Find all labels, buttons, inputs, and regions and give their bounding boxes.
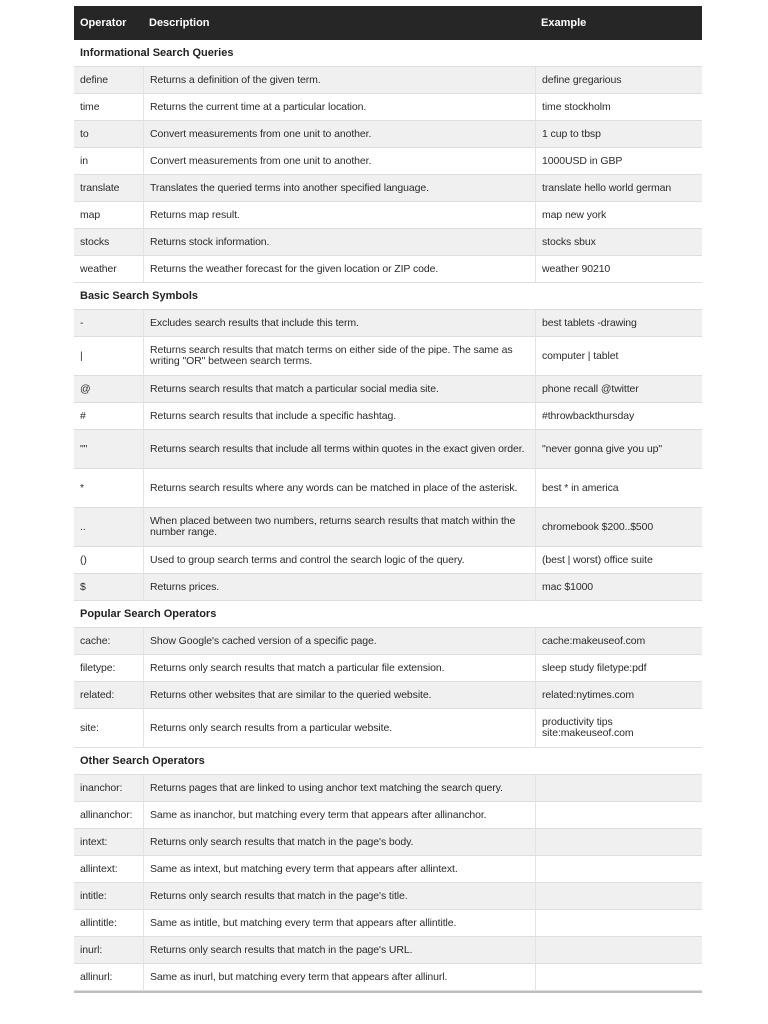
operator-cell: site: [74,709,143,748]
table-row [74,94,702,121]
table-row [74,202,702,229]
example-cell: best tablets -drawing [535,310,702,337]
description-cell: Returns search results where any words can be matched in place of the asterisk. [143,469,535,508]
operator-cell: @ [74,376,143,403]
table-row [74,829,702,856]
table-row [74,883,702,910]
operator-cell: () [74,547,143,574]
section-header: Basic Search Symbols [74,283,702,310]
operator-cell: intitle: [74,883,143,910]
example-cell: chromebook $200..$500 [535,508,702,547]
table-row [74,802,702,829]
table-row [74,775,702,802]
example-cell: define gregarious [535,67,702,94]
table-body [74,40,702,991]
description-cell: Returns stock information. [143,229,535,256]
operator-cell: stocks [74,229,143,256]
table-row [74,175,702,202]
operator-cell: * [74,469,143,508]
description-cell: Returns only search results from a particular website. [143,709,535,748]
example-cell: "never gonna give you up" [535,430,702,469]
description-cell: Returns only search results that match in the page's title. [143,883,535,910]
example-cell: 1000USD in GBP [535,148,702,175]
example-cell: productivity tips site:makeuseof.com [535,709,702,748]
operator-cell: inanchor: [74,775,143,802]
table-row [74,430,702,469]
section-header: Popular Search Operators [74,601,702,628]
table-row [74,403,702,430]
table-row [74,148,702,175]
description-cell: Excludes search results that include this term. [143,310,535,337]
example-cell: (best | worst) office suite [535,547,702,574]
description-cell: Same as inanchor, but matching every term that appears after allinanchor. [143,802,535,829]
operator-cell: weather [74,256,143,283]
description-cell: When placed between two numbers, returns search results that match within the number range. [143,508,535,547]
table-row [74,256,702,283]
example-cell [535,964,702,991]
bottom-rule [74,991,702,993]
example-cell: weather 90210 [535,256,702,283]
search-operators-table [74,6,702,993]
example-cell: best * in america [535,469,702,508]
table-row [74,709,702,748]
operator-cell: translate [74,175,143,202]
table-row [74,910,702,937]
description-cell: Returns search results that include all terms within quotes in the exact given order. [143,430,535,469]
example-cell [535,829,702,856]
example-cell [535,775,702,802]
operator-cell: cache: [74,628,143,655]
section-header: Other Search Operators [74,748,702,775]
operator-cell: related: [74,682,143,709]
operator-cell: intext: [74,829,143,856]
operator-cell: allinanchor: [74,802,143,829]
operator-cell: time [74,94,143,121]
example-cell [535,910,702,937]
operator-cell: | [74,337,143,376]
operator-cell: allintext: [74,856,143,883]
example-cell: time stockholm [535,94,702,121]
operator-cell: filetype: [74,655,143,682]
section-header: Informational Search Queries [74,40,702,67]
table-row [74,628,702,655]
description-cell: Same as inurl, but matching every term that appears after allinurl. [143,964,535,991]
operator-cell: to [74,121,143,148]
example-cell: #throwbackthursday [535,403,702,430]
description-cell: Returns prices. [143,574,535,601]
table-row [74,856,702,883]
example-cell: sleep study filetype:pdf [535,655,702,682]
header-operator: Operator [80,17,127,29]
operator-cell: "" [74,430,143,469]
table-header [74,6,702,40]
header-example: Example [541,17,587,29]
operator-cell: $ [74,574,143,601]
operator-cell: map [74,202,143,229]
table-row [74,574,702,601]
example-cell: map new york [535,202,702,229]
operator-cell: # [74,403,143,430]
operator-cell: .. [74,508,143,547]
description-cell: Convert measurements from one unit to another. [143,121,535,148]
operator-cell: allintitle: [74,910,143,937]
example-cell: phone recall @twitter [535,376,702,403]
example-cell [535,883,702,910]
description-cell: Returns map result. [143,202,535,229]
example-cell [535,802,702,829]
description-cell: Used to group search terms and control the search logic of the query. [143,547,535,574]
description-cell: Returns only search results that match in the page's URL. [143,937,535,964]
description-cell: Show Google's cached version of a specific page. [143,628,535,655]
table-row [74,310,702,337]
table-row [74,469,702,508]
table-row [74,229,702,256]
operator-cell: in [74,148,143,175]
example-cell: cache:makeuseof.com [535,628,702,655]
table-row [74,337,702,376]
operator-cell: inurl: [74,937,143,964]
table-row [74,121,702,148]
example-cell: translate hello world german [535,175,702,202]
table-row [74,508,702,547]
table-row [74,376,702,403]
table-row [74,937,702,964]
description-cell: Returns other websites that are similar to the queried website. [143,682,535,709]
operator-cell: define [74,67,143,94]
example-cell [535,856,702,883]
description-cell: Returns a definition of the given term. [143,67,535,94]
operator-cell: - [74,310,143,337]
example-cell: related:nytimes.com [535,682,702,709]
description-cell: Returns the weather forecast for the given location or ZIP code. [143,256,535,283]
description-cell: Returns search results that match a particular social media site. [143,376,535,403]
table-row [74,655,702,682]
description-cell: Returns only search results that match a particular file extension. [143,655,535,682]
description-cell: Returns the current time at a particular location. [143,94,535,121]
description-cell: Returns search results that match terms on either side of the pipe. The same as writing "OR" between search terms. [143,337,535,376]
description-cell: Returns pages that are linked to using anchor text matching the search query. [143,775,535,802]
example-cell: 1 cup to tbsp [535,121,702,148]
header-description: Description [149,17,210,29]
table-row [74,547,702,574]
example-cell: mac $1000 [535,574,702,601]
example-cell: computer | tablet [535,337,702,376]
example-cell: stocks sbux [535,229,702,256]
table-row [74,682,702,709]
description-cell: Same as intext, but matching every term that appears after allintext. [143,856,535,883]
description-cell: Convert measurements from one unit to another. [143,148,535,175]
description-cell: Same as intitle, but matching every term that appears after allintitle. [143,910,535,937]
table-row [74,67,702,94]
table-row [74,964,702,991]
description-cell: Returns only search results that match in the page's body. [143,829,535,856]
description-cell: Translates the queried terms into another specified language. [143,175,535,202]
description-cell: Returns search results that include a specific hashtag. [143,403,535,430]
operator-cell: allinurl: [74,964,143,991]
example-cell [535,937,702,964]
